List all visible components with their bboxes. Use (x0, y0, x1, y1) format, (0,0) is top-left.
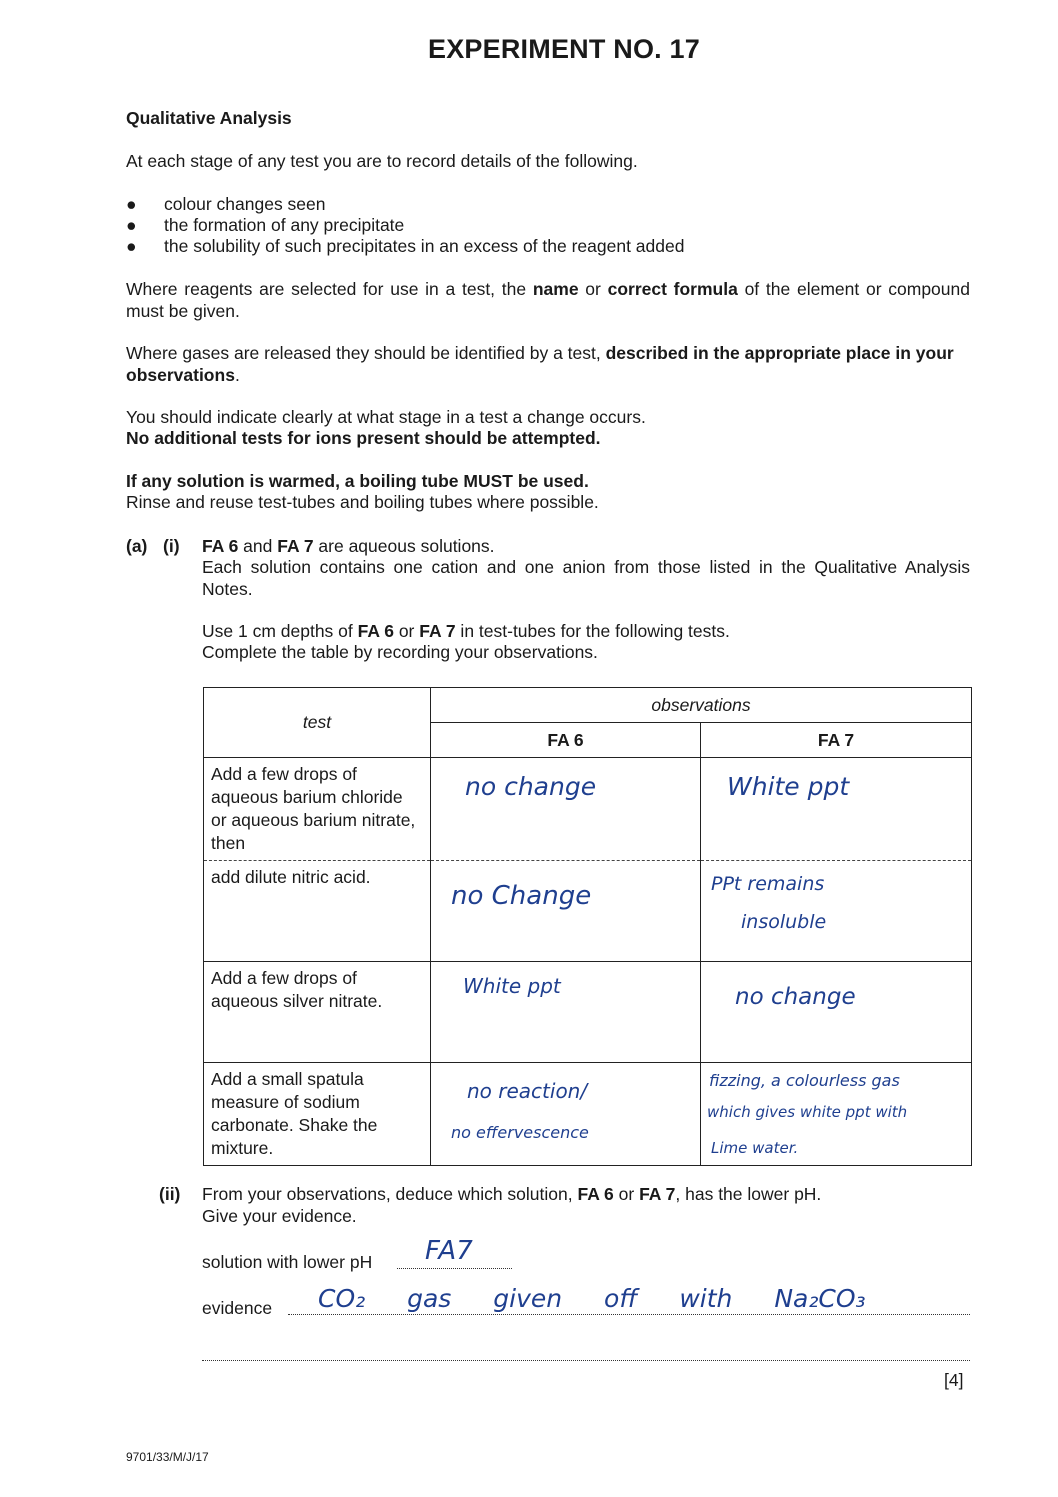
reagents-instruction: Where reagents are selected for use in a test, the name or correct formula of the element or compound must be given. (126, 279, 970, 321)
handwritten-answer: FA7 (425, 1236, 473, 1266)
fa6-observation-cell (431, 861, 701, 962)
fa7-observation-cell (701, 758, 972, 861)
warming-warning: If any solution is warmed, a boiling tube MUST be used. (126, 471, 589, 491)
part-a-label: (a) (126, 536, 148, 556)
test-header: test (204, 688, 431, 758)
handwritten-answer: fizzing, a colourless gas (709, 1071, 900, 1090)
handwritten-answer: insoluble (741, 911, 827, 933)
bullet-text: the formation of any precipitate (164, 215, 405, 235)
use-instruction: Use 1 cm depths of FA 6 or FA 7 in test-tubes for the following tests. (202, 621, 730, 641)
gases-instruction: Where gases are released they should be identified by a test, described in the appropriate place in your observations. (126, 343, 954, 385)
fa6-observation-cell (431, 758, 701, 861)
observations-header: observations (431, 688, 972, 723)
test-cell: Add a few drops of aqueous silver nitrate. (204, 962, 431, 1063)
handwritten-answer: no change (735, 984, 856, 1010)
rinse-instruction: Rinse and reuse test-tubes and boiling tubes where possible. (126, 492, 599, 512)
table-row (204, 1063, 972, 1166)
handwritten-answer: White ppt (463, 974, 561, 998)
handwritten-answer: White ppt (727, 772, 850, 801)
fa6-observation-cell (431, 962, 701, 1063)
handwritten-answer: no change (465, 772, 597, 801)
lower-ph-answer-line (397, 1268, 512, 1269)
page-title: EXPERIMENT NO. 17 (428, 34, 700, 64)
handwritten-answer: CO₂ gas given off with Na₂CO₃ (318, 1284, 866, 1313)
table-row (204, 758, 972, 861)
bullet-icon: ● (126, 194, 137, 214)
handwritten-answer: which gives white ppt with (707, 1103, 908, 1121)
observations-table (203, 687, 972, 1166)
bullet-icon: ● (126, 236, 137, 256)
fa7-column-header: FA 7 (701, 723, 972, 758)
table-row (204, 861, 972, 962)
part-ii-question: From your observations, deduce which solution, FA 6 or FA 7, has the lower pH. (202, 1184, 822, 1204)
part-a-line2: Each solution contains one cation and one anion from those listed in the Qualitative Analysis Notes. (202, 557, 970, 599)
table-row (204, 962, 972, 1063)
test-cell: Add a small spatula measure of sodium carbonate. Shake the mixture. (204, 1063, 431, 1166)
evidence-answer-line (288, 1314, 970, 1315)
footer-code: 9701/33/M/J/17 (126, 1450, 209, 1464)
part-ii-label: (ii) (159, 1184, 181, 1204)
fa6-observation-cell (431, 1063, 701, 1166)
fa6-column-header: FA 6 (431, 723, 701, 758)
stage-instruction: You should indicate clearly at what stage in a test a change occurs. (126, 407, 646, 427)
fa7-observation-cell (701, 1063, 972, 1166)
intro-text: At each stage of any test you are to record details of the following. (126, 151, 638, 171)
handwritten-answer: no effervescence (451, 1123, 589, 1142)
lower-ph-label: solution with lower pH (202, 1252, 373, 1272)
evidence-label: evidence (202, 1298, 273, 1318)
no-additional-tests: No additional tests for ions present should be attempted. (126, 428, 601, 448)
complete-instruction: Complete the table by recording your observations. (202, 642, 598, 662)
part-i-label: (i) (163, 536, 180, 556)
evidence-answer-line-2 (202, 1360, 970, 1361)
fa7-observation-cell (701, 861, 972, 962)
bullet-text: colour changes seen (164, 194, 326, 214)
test-cell: Add a few drops of aqueous barium chloride or aqueous barium nitrate, then (204, 758, 431, 861)
part-ii-evidence-prompt: Give your evidence. (202, 1206, 357, 1226)
handwritten-answer: Lime water. (711, 1139, 799, 1157)
fa7-observation-cell (701, 962, 972, 1063)
bullet-text: the solubility of such precipitates in an excess of the reagent added (164, 236, 685, 256)
marks-indicator: [4] (944, 1370, 964, 1390)
handwritten-answer: no Change (451, 881, 592, 911)
bullet-icon: ● (126, 215, 137, 235)
handwritten-answer: no reaction/ (467, 1079, 588, 1103)
part-a-line1: FA 6 and FA 7 are aqueous solutions. (202, 536, 495, 556)
handwritten-answer: PPt remains (711, 873, 825, 895)
section-heading: Qualitative Analysis (126, 108, 292, 128)
test-cell: add dilute nitric acid. (204, 861, 431, 962)
